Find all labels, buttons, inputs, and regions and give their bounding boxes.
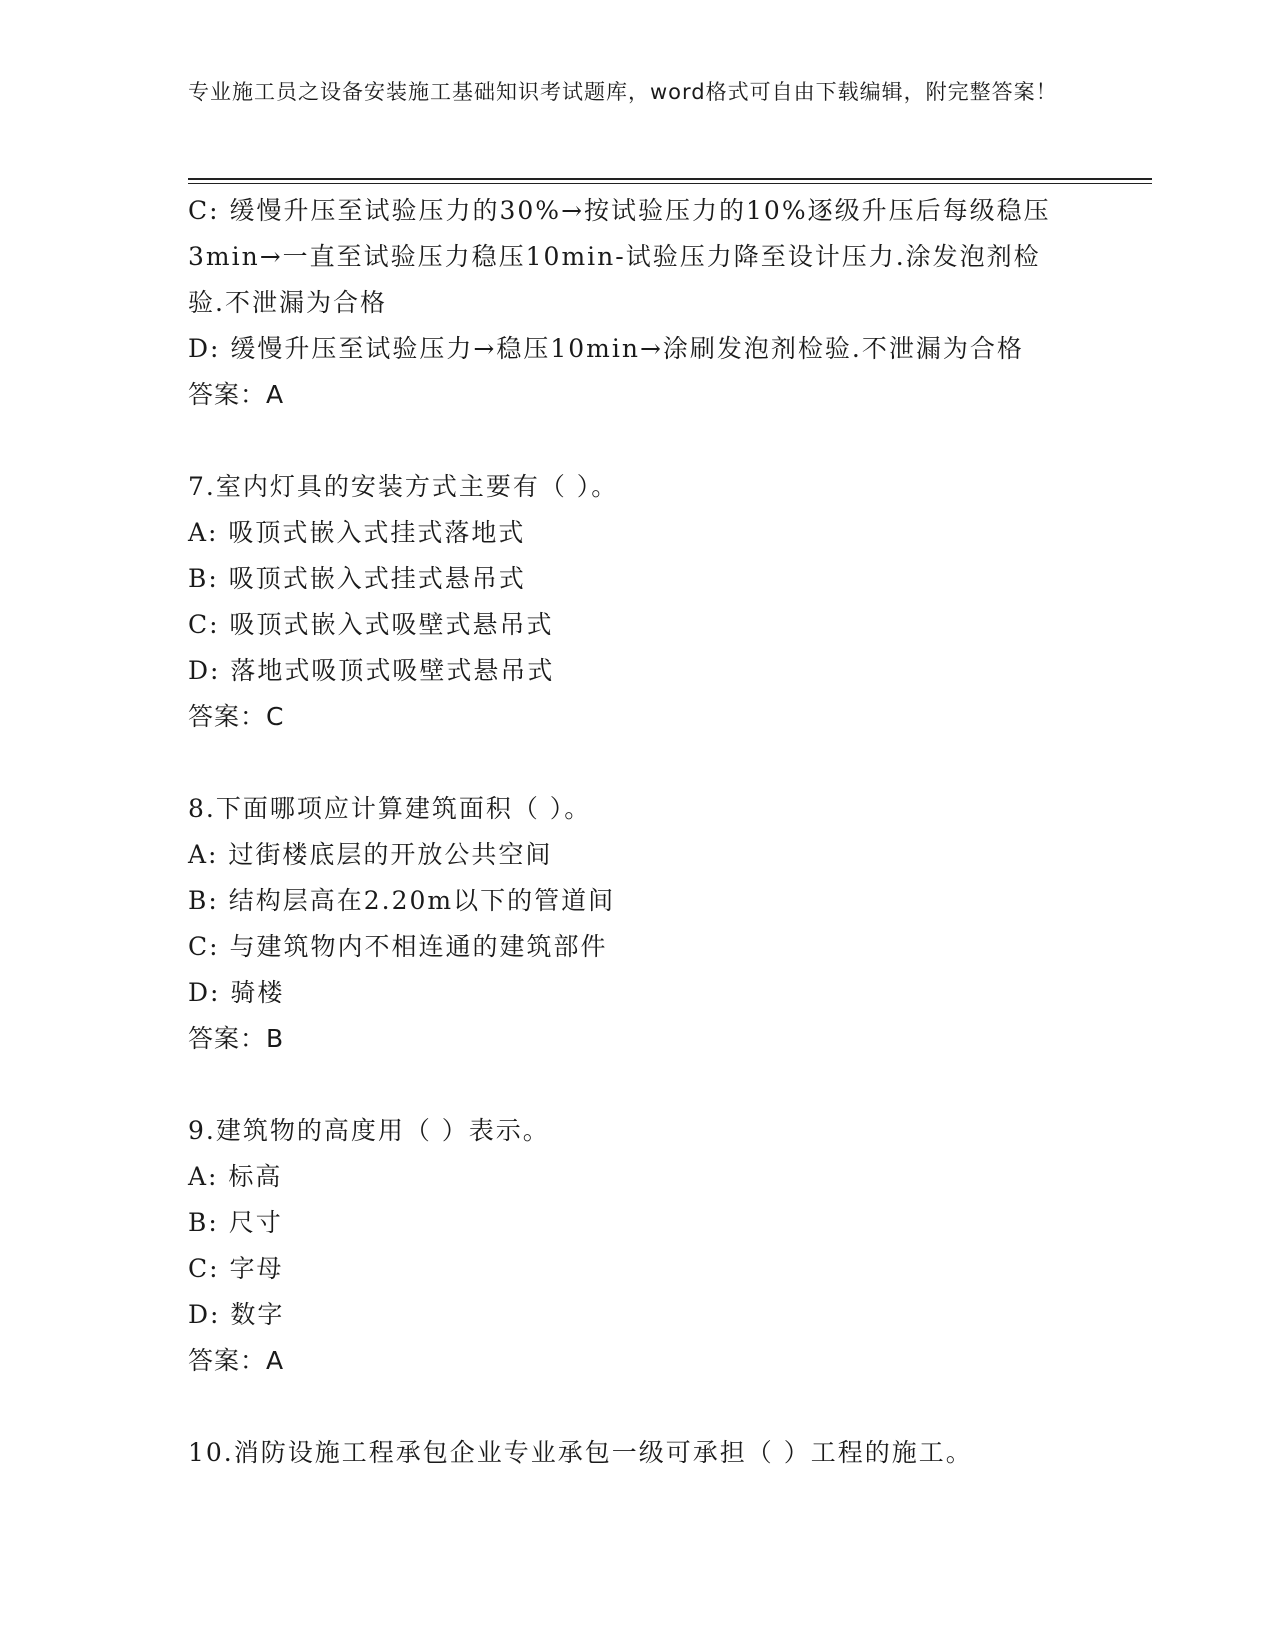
spacer	[188, 1384, 1088, 1430]
option-d: D: 骑楼	[188, 978, 285, 1007]
question-list	[188, 188, 1088, 1476]
question-text: 8.下面哪项应计算建筑面积（ ）。	[188, 794, 592, 823]
question-7	[188, 464, 1088, 740]
question-6-tail	[188, 188, 1088, 418]
option-c: C: 与建筑物内不相连通的建筑部件	[188, 932, 608, 961]
spacer	[188, 418, 1088, 464]
spacer	[188, 1062, 1088, 1108]
answer: 答案：A	[188, 1346, 285, 1375]
option-d: D: 缓慢升压至试验压力→稳压10min→涂刷发泡剂检验.不泄漏为合格	[188, 334, 1024, 363]
option-c: C: 吸顶式嵌入式吸壁式悬吊式	[188, 610, 554, 639]
question-9	[188, 1108, 1088, 1384]
option-c: C: 缓慢升压至试验压力的30%→按试验压力的10%逐级升压后每级稳压3min→一直至试验压力稳压10min-试验压力降至设计压力.涂发泡剂检验.不泄漏为合格	[188, 196, 1051, 317]
question-text: 7.室内灯具的安装方式主要有（ ）。	[188, 472, 619, 501]
option-a: A: 标高	[188, 1162, 283, 1191]
header-divider-thick	[188, 178, 1152, 180]
answer: 答案：C	[188, 702, 285, 731]
question-8	[188, 786, 1088, 1062]
question-text: 9.建筑物的高度用（ ）表示。	[188, 1116, 550, 1145]
option-b: B: 吸顶式嵌入式挂式悬吊式	[188, 564, 526, 593]
answer: 答案：B	[188, 1024, 285, 1053]
option-d: D: 数字	[188, 1300, 285, 1329]
option-a: A: 吸顶式嵌入式挂式落地式	[188, 518, 526, 547]
option-c: C: 字母	[188, 1254, 284, 1283]
option-b: B: 尺寸	[188, 1208, 283, 1237]
question-10	[188, 1430, 1088, 1476]
answer: 答案：A	[188, 380, 285, 409]
page-header-title: 专业施工员之设备安装施工基础知识考试题库，word格式可自由下载编辑，附完整答案！	[188, 80, 1058, 104]
spacer	[188, 740, 1088, 786]
question-text: 10.消防设施工程承包企业专业承包一级可承担（ ）工程的施工。	[188, 1438, 973, 1467]
option-b: B: 结构层高在2.20m以下的管道间	[188, 886, 616, 915]
option-d: D: 落地式吸顶式吸壁式悬吊式	[188, 656, 555, 685]
option-a: A: 过街楼底层的开放公共空间	[188, 840, 553, 869]
header-divider-thin	[188, 183, 1152, 184]
